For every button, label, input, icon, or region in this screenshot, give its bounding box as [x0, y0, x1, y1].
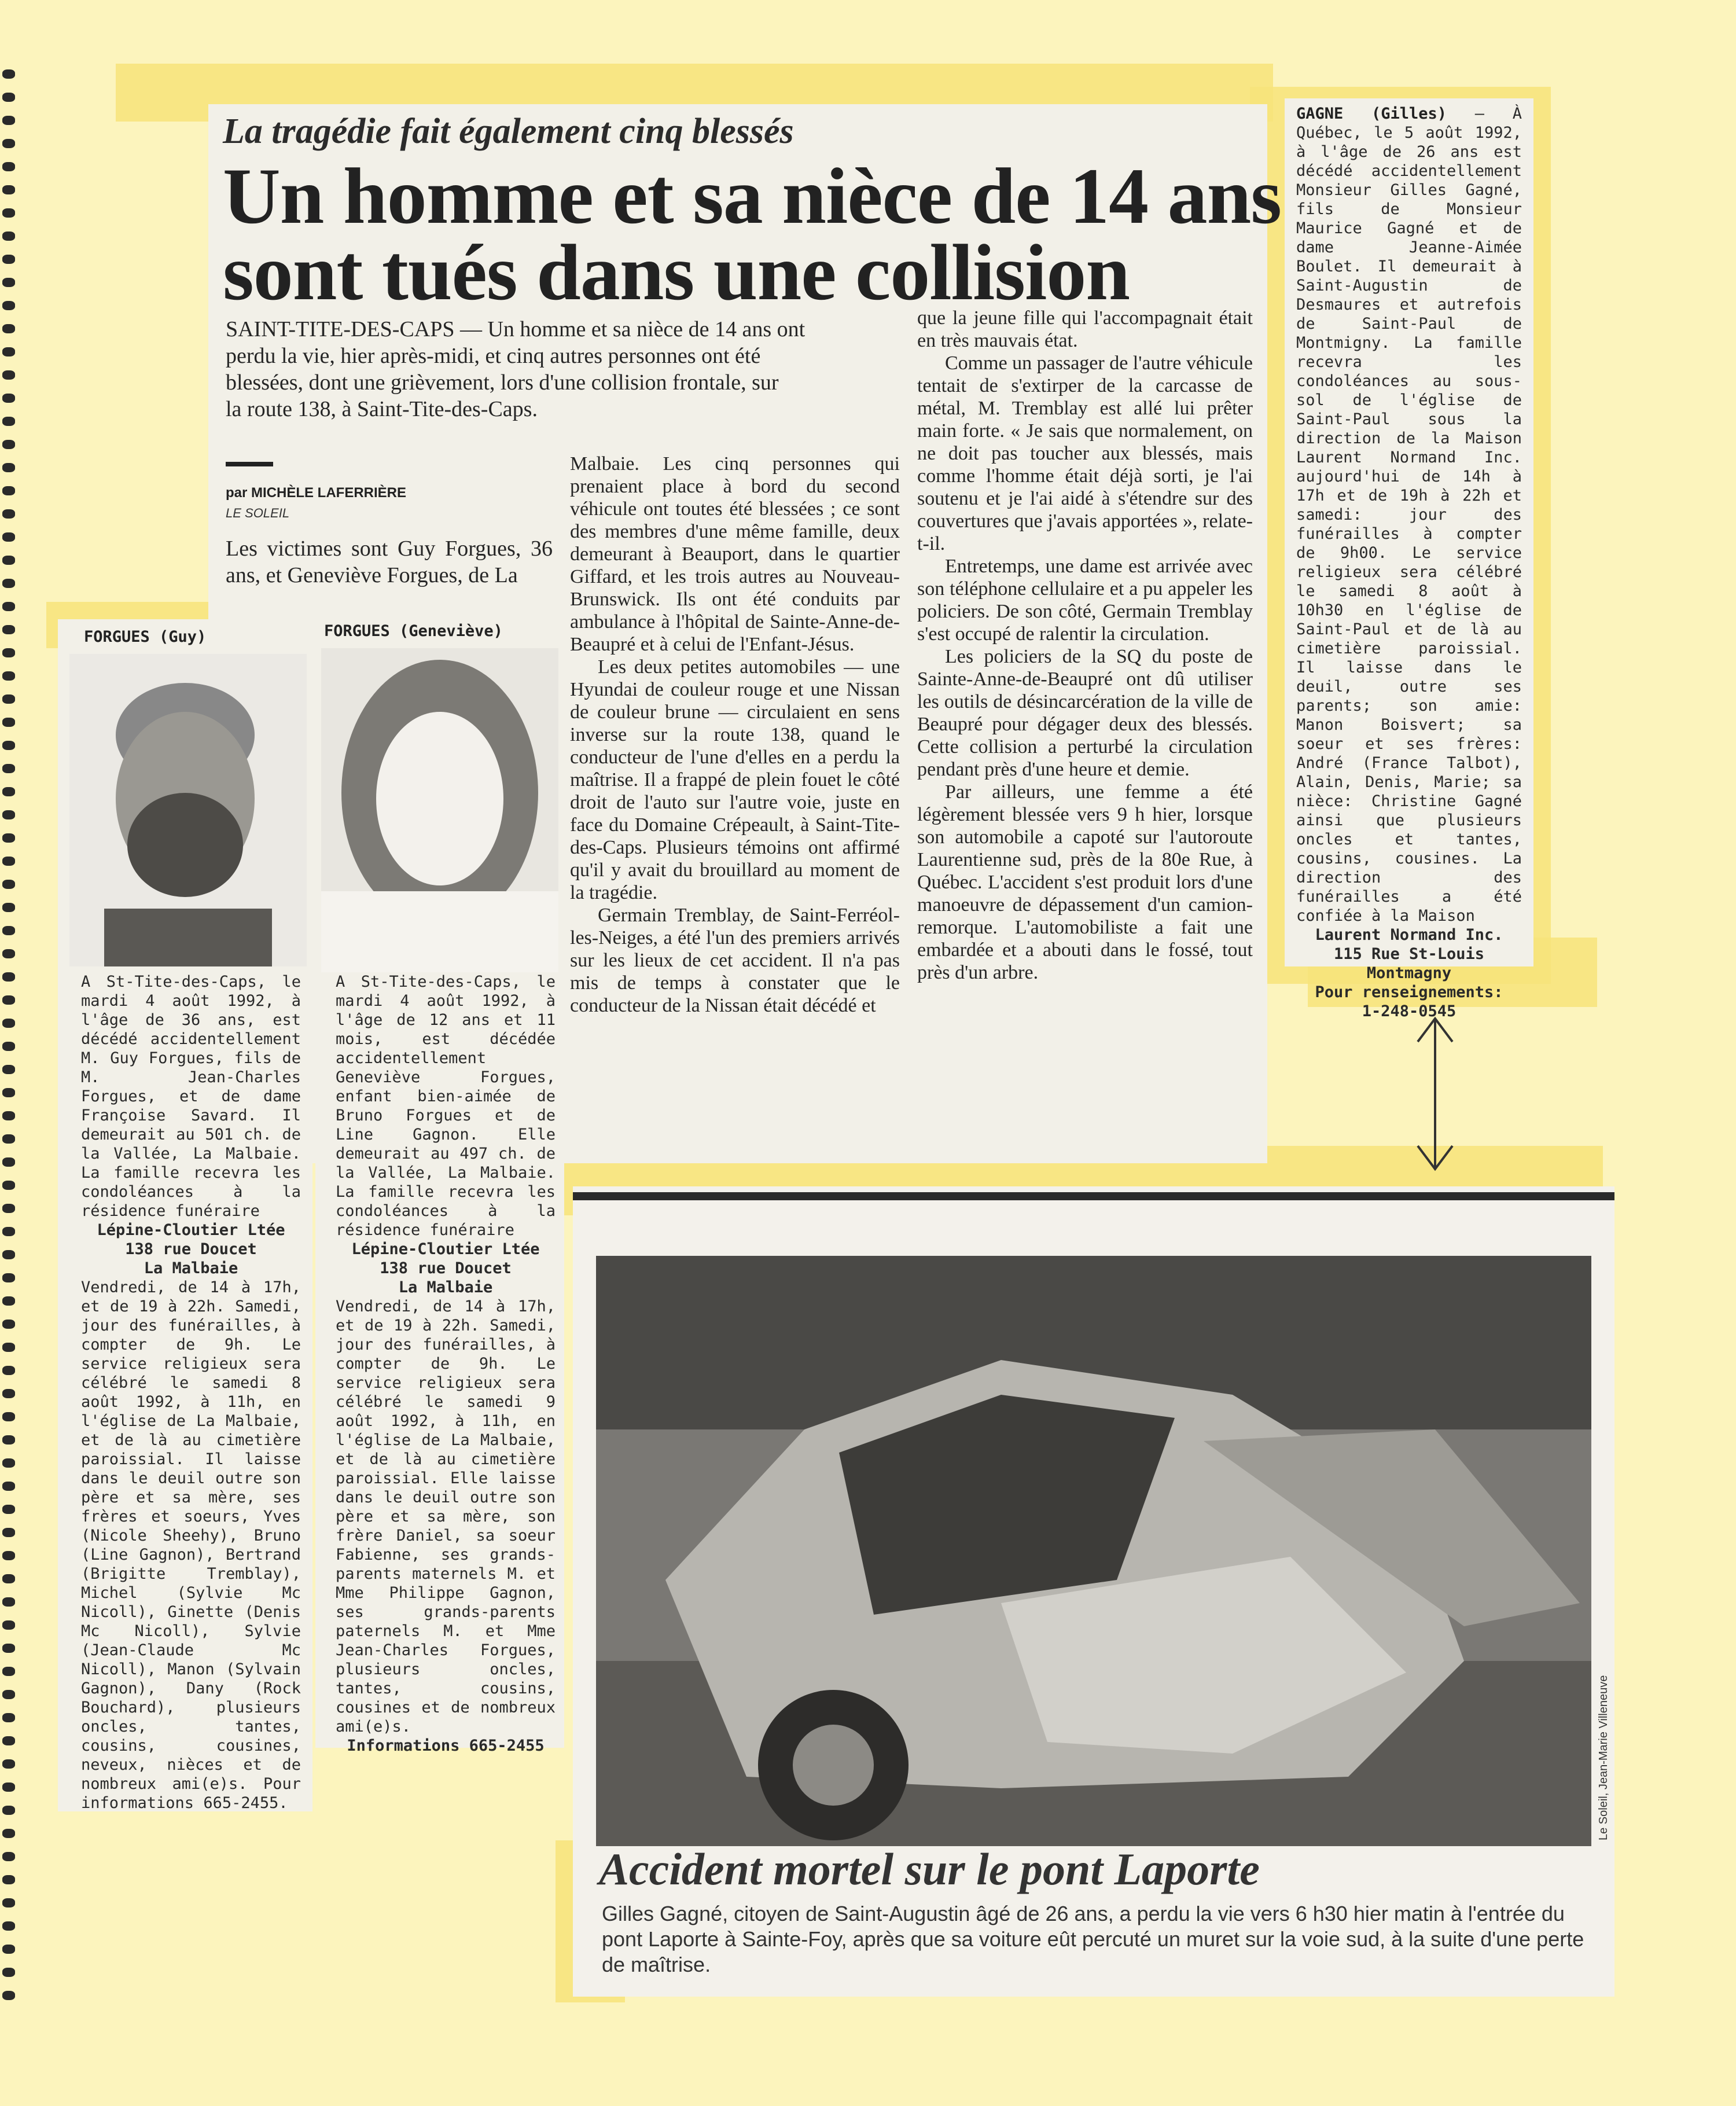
binding-hole — [2, 694, 15, 704]
binding-hole — [2, 1320, 15, 1329]
column-paragraph: Germain Tremblay, de Saint-Ferréol-les-Neiges, a été l'un des premiers arrivés sur les lieux de cet accident. Il n'a pas mis de temps à constater que le conducteur de la Nissan était décédé et — [570, 905, 900, 1016]
obituary-text-2: Vendredi, de 14 à 17h, et de 19 à 22h. Samedi, jour des funérailles, à compter de 9h. Le service religieux sera célébré le samedi 9 août 1992, à 11h, en l'église de La Malbaie, et de là au cimetière paroissial. Elle laisse dans le deuil outre son père et sa mère, son frère Daniel, sa soeur Fabienne, ses grands-parents maternels M. et Mme Philippe Gagnon, ses grands-parents paternels M. et Mme Jean-Charles Forgues, plusieurs oncles, tantes, cousins, cousines et de nombreux ami(e)s. — [336, 1298, 556, 1736]
binding-hole — [2, 1551, 15, 1560]
portrait-photo — [321, 648, 558, 972]
column-paragraph: Malbaie. Les cinq personnes qui prenaient place à bord du second véhicule ont toutes été blessées ; ce sont des membres d'une même famille, deux demeurant à Beauport, dans le quartier Giffard, et les trois autres au Nouveau-Brunswick. Ils ont été conduits par ambulance à l'hôpital de Sainte-Anne-de-Beaupré et à celui de l'Enfant-Jésus. — [570, 453, 900, 655]
binding-hole — [2, 1065, 15, 1074]
binding-hole — [2, 625, 15, 634]
info-label: Pour renseignements: — [1315, 983, 1503, 1001]
photo-credit: Le Soleil, Jean-Marie Villeneuve — [1597, 1675, 1610, 1840]
binding-hole — [2, 1042, 15, 1051]
binding-hole — [2, 1644, 15, 1653]
binding-hole — [2, 995, 15, 1005]
portrait-genevieve-image — [321, 648, 558, 972]
column-paragraph: Entretemps, une dame est arrivée avec son téléphone cellulaire et a pu appeler les policiers. De son côté, Germain Tremblay s'est occupé de ralentir la circulation. — [917, 556, 1253, 645]
column-paragraph: Par ailleurs, une femme a été légèrement blessée vers 9 h hier, lorsque son automobile a capoté sur l'autoroute Laurentienne sud, près de la 80e Rue, à Québec. L'accident s'est produit lors d'une manoeuvre de dépassement d'un camion-remorque. L'automobiliste a fait une embardée et a abouti dans le fossé, tout près d'un arbre. — [917, 781, 1253, 983]
binding-hole — [2, 1296, 15, 1306]
lead-line: blessées, dont une grièvement, lors d'une collision frontale, sur — [226, 370, 779, 395]
obituary-text: A St-Tite-des-Caps, le mardi 4 août 1992, à l'âge de 12 ans et 11 mois, est décédée accidentellement Geneviève Forgues, enfant bien-aimée de Bruno Forgues et de Line Gagnon. Elle demeurait au 497 ch. de la Vallée, La Malbaie. La famille recevra les condoléances à la résidence funéraire — [336, 973, 556, 1239]
byline: par MICHÈLE LAFERRIÈRE — [226, 485, 407, 501]
binding-hole — [2, 764, 15, 773]
lead-line: la route 138, à Saint-Tite-des-Caps. — [226, 397, 538, 421]
binding-hole — [2, 69, 15, 79]
binding-hole — [2, 1945, 15, 1954]
lead-line: perdu la vie, hier après-midi, et cinq autres personnes ont été — [226, 344, 761, 368]
binding-hole — [2, 1852, 15, 1861]
binding-hole — [2, 1574, 15, 1583]
binding-hole — [2, 1921, 15, 1931]
binding-hole — [2, 857, 15, 866]
binding-hole — [2, 602, 15, 611]
binding-hole — [2, 718, 15, 727]
obituary-text: — À Québec, le 5 août 1992, à l'âge de 26 ans est décédé accidentellement Monsieur Gilles Gagné, fils de Monsieur Maurice Gagné et de dame Jeanne-Aimée Boulet. Il demeurait à Saint-Augustin de Desmaures et autrefois de Saint-Paul de Montmigny. La famille recevra les condoléances au sous-sol de l'église de Saint-Paul sous la direction de la Maison Laurent Normand Inc. aujourd'hui de 14h à 17h et de 19h à 22h et samedi: jour des funérailles à compter de 9h00. Le service religieux sera célébré le samedi 8 août à 10h30 en l'église de Saint-Paul et de là au cimetière paroissial. Il laisse dans le deuil, outre ses parents; son amie: Manon Boisvert; sa soeur et ses frères: André (France Talbot), Alain, Denis, Marie; sa nièce: Christine Gagné ainsi que plusieurs oncles et tantes, cousins, cousines. La direction des funérailles a été confiée à la Maison — [1296, 105, 1522, 925]
binding-hole — [2, 463, 15, 472]
obituary-name: FORGUES (Guy) — [84, 628, 207, 646]
binding-hole — [2, 1829, 15, 1838]
caption-text: Gilles Gagné, citoyen de Saint-Augustin âgé de 26 ans, a perdu la vie vers 6 h30 hier matin à l'entrée du pont Laporte à Sainte-Foy, après que sa voiture eût percuté un muret sur la voie sud, à la suite d'une perte de maîtrise. — [602, 1902, 1584, 1976]
wrecked-car-image — [596, 1256, 1591, 1846]
binding-hole — [2, 1134, 15, 1144]
binding-hole — [2, 1875, 15, 1884]
headline-line-1: Un homme et sa nièce de 14 ans — [223, 152, 1282, 240]
binding-hole — [2, 903, 15, 912]
binding-hole — [2, 1181, 15, 1190]
binding-hole — [2, 1088, 15, 1097]
binding-hole — [2, 116, 15, 125]
binding-hole — [2, 394, 15, 403]
binding-hole — [2, 486, 15, 495]
binding-hole — [2, 1528, 15, 1537]
binding-hole — [2, 1759, 15, 1769]
binding-hole — [2, 417, 15, 426]
funeral-home-name: Lépine-Cloutier Ltée — [351, 1240, 540, 1258]
binding-hole — [2, 949, 15, 958]
article-kicker: La tragédie fait également cinq blessés — [223, 112, 794, 151]
binding-hole — [2, 1482, 15, 1491]
column-paragraph: Comme un passager de l'autre véhicule tentait de s'extirper de la carcasse de métal, M. Tremblay est allé lui prêter main forte. « Je sais que normalement, on ne doit pas toucher aux blessés, mais comme l'homme était déjà sorti, je l'ai soutenu et je l'ai aidé à s'étendre sur des couvertures que j'avais apportées », relate-t-il. — [917, 352, 1253, 554]
binding-hole — [2, 231, 15, 241]
binding-hole — [2, 1435, 15, 1445]
binding-hole — [2, 1968, 15, 1977]
binding-hole — [2, 1157, 15, 1167]
binding-hole — [2, 1713, 15, 1722]
obituary-body — [336, 972, 556, 1755]
binding-hole — [2, 1204, 15, 1213]
binding-hole — [2, 509, 15, 519]
obituary-name: FORGUES (Geneviève) — [324, 622, 503, 640]
binding-hole — [2, 370, 15, 380]
obituary-name: GAGNE (Gilles) — [1296, 105, 1447, 123]
article-lead — [226, 316, 891, 422]
funeral-home-name: Lépine-Cloutier Ltée — [97, 1221, 285, 1239]
binding-hole — [2, 1458, 15, 1468]
byline-source: LE SOLEIL — [226, 506, 290, 520]
obituary-text: A St-Tite-des-Caps, le mardi 4 août 1992, à l'âge de 36 ans, est décédé accidentellement M. Guy Forgues, fils de M. Jean-Charles Forgues, et de dame Françoise Savard. Il demeurait au 501 ch. de la Vallée, La Malbaie. La famille recevra les condoléances à la résidence funéraire — [81, 973, 301, 1220]
binding-hole — [2, 139, 15, 148]
clipping-top-rule — [573, 1192, 1614, 1200]
obituary-info: Informations 665-2455 — [347, 1737, 545, 1755]
binding-hole — [2, 579, 15, 588]
binding-hole — [2, 1227, 15, 1236]
binding-hole — [2, 1412, 15, 1421]
binding-hole — [2, 208, 15, 218]
article-column-1 — [226, 535, 553, 589]
binding-hole — [2, 833, 15, 843]
funeral-home-city: La Malbaie — [398, 1278, 493, 1296]
funeral-home-address: 138 rue Doucet — [380, 1259, 512, 1277]
portrait-guy-image — [69, 654, 307, 966]
binding-hole — [2, 972, 15, 982]
binding-hole — [2, 556, 15, 565]
binding-hole — [2, 1782, 15, 1792]
byline-rule — [226, 462, 273, 466]
obituary-text-2: Vendredi, de 14 à 17h, et de 19 à 22h. Samedi, jour des funérailles, à compter de 9h. Le service religieux sera célébré le samedi 8 août 1992, à 11h, en l'église de La Malbaie, et de là au cimetière paroissial. Il laisse dans le deuil outre son père et sa mère, ses frères et soeurs, Yves (Nicole Sheehy), Bruno (Line Gagnon), Bertrand (Brigitte Tremblay), Michel (Sylvie Mc Nicoll), Ginette (Denis Mc Nicoll), Sylvie (Jean-Claude Mc Nicoll), Manon (Sylvain Gagnon), Dany (Rock Bouchard), plusieurs oncles, tantes, cousins, cousines, neveux, nièces et de nombreux ami(e)s. Pour informations 665-2455. — [81, 1278, 301, 1812]
binding-hole — [2, 93, 15, 102]
accident-photo — [596, 1256, 1591, 1846]
binding-hole — [2, 787, 15, 796]
binding-hole — [2, 741, 15, 750]
binding-hole — [2, 185, 15, 194]
headline-line-2: sont tués dans une collision — [223, 228, 1130, 317]
lead-line: SAINT-TITE-DES-CAPS — Un homme et sa nièce de 14 ans ont — [226, 317, 806, 341]
binding-hole — [2, 1250, 15, 1259]
column-paragraph: Les deux petites automobiles — une Hyundai de couleur rouge et une Nissan de couleur brune — circulaient en sens inverse sur la route 138, quand le conducteur de l'une d'elles en a perdu la maîtrise. Il a frappé de plein fouet le côté droit de l'auto sur l'autre voie, juste en face du Domaine Crépeault, à Saint-Tite-des-Caps. Plusieurs témoins ont affirmé qu'il y avait du brouillard au moment de la tragédie. — [570, 656, 900, 903]
portrait-photo — [69, 654, 307, 966]
binding-hole — [2, 1991, 15, 2000]
binding-hole — [2, 347, 15, 356]
obituary-body — [1296, 104, 1522, 1021]
binding-hole — [2, 440, 15, 449]
binding-hole — [2, 810, 15, 819]
binding-hole — [2, 1898, 15, 1907]
column-paragraph: que la jeune fille qui l'accompagnait était en très mauvais état. — [917, 307, 1253, 351]
obituary-body — [81, 972, 301, 1813]
info-phone: 1-248-0545 — [1362, 1002, 1457, 1020]
double-arrow-icon — [1395, 1013, 1476, 1175]
binding-hole — [2, 880, 15, 889]
binding-hole — [2, 324, 15, 333]
binding-hole — [2, 1806, 15, 1815]
binding-hole — [2, 671, 15, 681]
binding-hole — [2, 1366, 15, 1375]
binding-hole — [2, 1019, 15, 1028]
binding-hole — [2, 532, 15, 542]
binding-hole — [2, 301, 15, 310]
binding-hole — [2, 1667, 15, 1676]
funeral-home-name: Laurent Normand Inc. — [1315, 926, 1503, 944]
binding-hole — [2, 1597, 15, 1607]
spiral-binding — [0, 69, 23, 2037]
binding-hole — [2, 1389, 15, 1398]
funeral-home-address: 115 Rue St-Louis — [1333, 945, 1485, 963]
article-column-2 — [570, 453, 900, 1017]
binding-hole — [2, 1505, 15, 1514]
binding-hole — [2, 1690, 15, 1699]
binding-hole — [2, 1736, 15, 1745]
binding-hole — [2, 1343, 15, 1352]
binding-hole — [2, 926, 15, 935]
funeral-home-address: 138 rue Doucet — [125, 1240, 257, 1258]
article-column-3 — [917, 307, 1253, 984]
funeral-home-city: Montmagny — [1366, 964, 1452, 982]
binding-hole — [2, 1111, 15, 1120]
binding-hole — [2, 648, 15, 657]
binding-hole — [2, 255, 15, 264]
binding-hole — [2, 1620, 15, 1630]
funeral-home-city: La Malbaie — [144, 1259, 238, 1277]
binding-hole — [2, 278, 15, 287]
column-paragraph: Les victimes sont Guy Forgues, 36 ans, et Geneviève Forgues, de La — [226, 536, 553, 587]
binding-hole — [2, 162, 15, 171]
caption-title: Accident mortel sur le pont Laporte — [599, 1844, 1260, 1894]
binding-hole — [2, 1273, 15, 1282]
column-paragraph: Les policiers de la SQ du poste de Sainte-Anne-de-Beaupré ont dû utiliser les outils de désincarcération de la ville de Beaupré pour dégager deux des blessés. Cette collision a perturbé la circulation pendant près d'une heure et demie. — [917, 646, 1253, 780]
